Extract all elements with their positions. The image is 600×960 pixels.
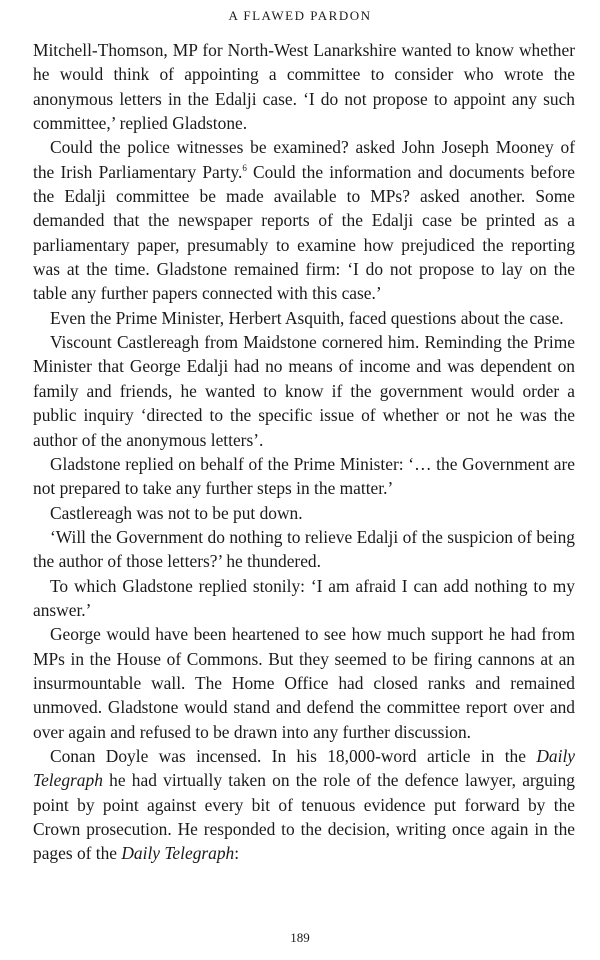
paragraph-3: Even the Prime Minister, Herbert Asquith, faced questions about the case. [50, 307, 564, 328]
paragraph-10-part-a: Conan Doyle was incensed. In his 18,000-word article in the [50, 745, 537, 766]
newspaper-title: Daily Telegraph [33, 745, 575, 791]
paragraph-8: To which Gladstone replied stonily: ‘I am afraid I can add nothing to my answer.’ [33, 575, 575, 620]
running-head: A FLAWED PARDON [228, 8, 372, 23]
page-number: 189 [290, 930, 310, 945]
body-text [33, 38, 575, 866]
paragraph-10-part-b: he had virtually taken on the role of the defence lawyer, arguing point by point against every bit of tenuous evidence put forward by the Crown prosecution. He responded to the decision, writing once again in the pages of the [33, 770, 575, 864]
paragraph-4: Viscount Castlereagh from Maidstone cornered him. Reminding the Prime Minister that George Edalji had no means of income and was dependent on family and friends, he wanted to know if the government would order a public inquiry ‘directed to the specific issue of whether or not he was the author of the anonymous letters’. [33, 332, 575, 450]
newspaper-title: Daily Telegraph [121, 843, 235, 864]
paragraph-9: George would have been heartened to see how much support he had from MPs in the House of Commons. But they seemed to be firing cannons at an insurmountable wall. The Home Office had closed ranks and remained unmoved. Gladstone would stand and defend the committee report over and over again and refused to be drawn into any further discussion. [33, 624, 575, 742]
paragraph-10 [33, 744, 575, 866]
paragraph-1: Mitchell-Thomson, MP for North-West Lanarkshire wanted to know whether he would think of appointing a committee to consider who wrote the anonymous letters in the Edalji case. ‘I do not propose to appoint any such committee,’ replied Gladstone. [33, 40, 575, 134]
footnote-marker: 6 [242, 162, 247, 173]
paragraph-2-part-a: Could the police witnesses be examined? asked John Joseph Mooney of the Irish Parliamentary Party. [33, 137, 575, 182]
paragraph-7: ‘Will the Government do nothing to relieve Edalji of the suspicion of being the author of those letters?’ he thundered. [33, 526, 575, 572]
paragraph-6: Castlereagh was not to be put down. [50, 502, 303, 523]
paragraph-2 [33, 135, 575, 305]
paragraph-10-part-c: : [234, 843, 240, 864]
paragraph-5: Gladstone replied on behalf of the Prime Minister: ‘… the Government are not prepared to take any further steps in the matter.’ [33, 453, 575, 499]
paragraph-2-part-b: Could the information and documents before the Edalji committee be made available to MPs? asked another. Some demanded that the newspaper reports of the Edalji case be printed as a parliamentary paper, presumably to examine how prejudiced the reporting was at the time. Gladstone remained firm: ‘I do not propose to lay on the table any further papers connected with this case.’ [33, 161, 575, 304]
